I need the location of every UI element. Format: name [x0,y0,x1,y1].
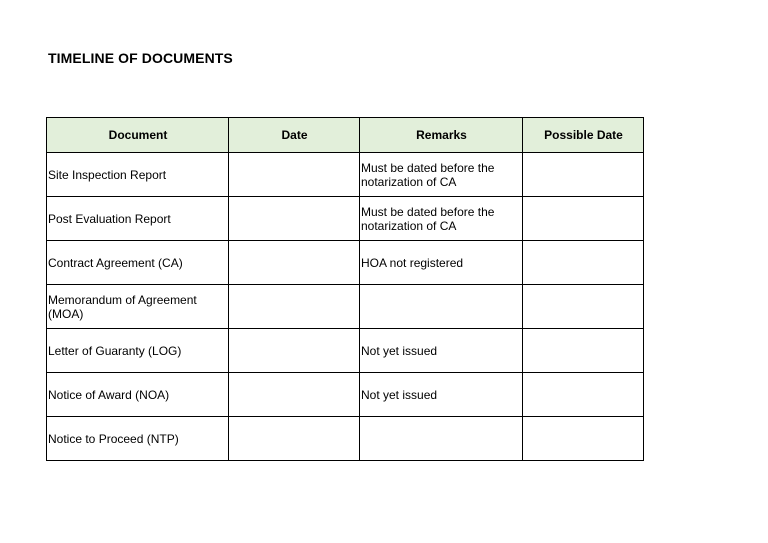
cell-document: Notice to Proceed (NTP) [47,417,229,461]
cell-possible-date [523,285,644,329]
cell-document: Memorandum of Agreement (MOA) [47,285,229,329]
cell-document: Letter of Guaranty (LOG) [47,329,229,373]
table-row [47,153,644,197]
header-possible-date: Possible Date [523,118,644,153]
cell-document: Notice of Award (NOA) [47,373,229,417]
cell-possible-date [523,329,644,373]
cell-remarks: Must be dated before the notarization of CA [360,197,523,241]
cell-date [229,153,360,197]
cell-remarks [360,417,523,461]
cell-date [229,285,360,329]
header-date: Date [229,118,360,153]
table-row [47,241,644,285]
cell-date [229,241,360,285]
cell-date [229,329,360,373]
cell-remarks: Not yet issued [360,373,523,417]
cell-possible-date [523,197,644,241]
cell-date [229,373,360,417]
table-row [47,329,644,373]
table-row [47,285,644,329]
cell-possible-date [523,373,644,417]
cell-remarks: Must be dated before the notarization of CA [360,153,523,197]
table-header-row [47,118,644,153]
cell-remarks: HOA not registered [360,241,523,285]
cell-possible-date [523,241,644,285]
header-remarks: Remarks [360,118,523,153]
cell-possible-date [523,153,644,197]
cell-document: Site Inspection Report [47,153,229,197]
cell-date [229,197,360,241]
page-title: TIMELINE OF DOCUMENTS [48,50,233,66]
cell-remarks: Not yet issued [360,329,523,373]
cell-document: Post Evaluation Report [47,197,229,241]
cell-date [229,417,360,461]
header-document: Document [47,118,229,153]
cell-remarks [360,285,523,329]
table-row [47,417,644,461]
cell-document: Contract Agreement (CA) [47,241,229,285]
table-row [47,373,644,417]
timeline-table [46,117,644,461]
table-row [47,197,644,241]
cell-possible-date [523,417,644,461]
